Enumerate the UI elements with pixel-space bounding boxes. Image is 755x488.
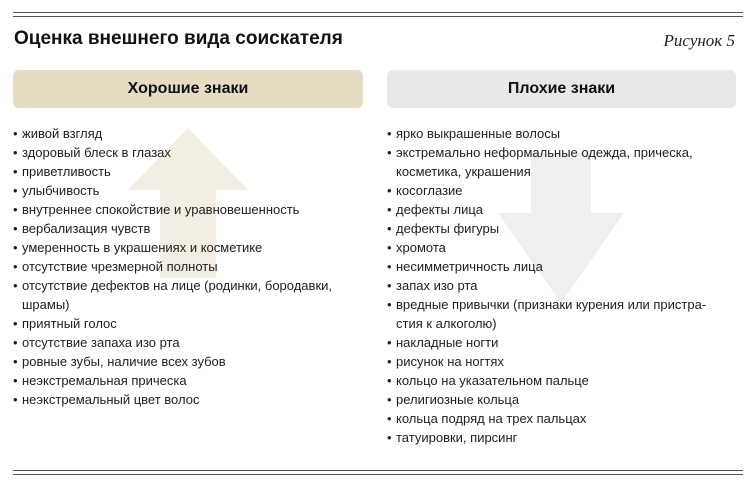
good-sign-item: [13, 238, 373, 257]
bad-sign-item: [387, 371, 742, 390]
bad-sign-item: [387, 257, 742, 276]
bad-sign-text: дефекты фигуры: [396, 221, 500, 236]
good-sign-text: живой взгляд: [22, 126, 103, 141]
bad-sign-text: религиозные кольца: [396, 392, 520, 407]
good-sign-item: [13, 314, 373, 333]
bad-sign-text: ярко выкрашенные волосы: [396, 126, 561, 141]
bad-sign-text: вредные привычки (признаки курения или пристра-: [396, 297, 707, 312]
good-sign-item: [13, 181, 373, 200]
good-sign-item: [13, 162, 373, 181]
bad-sign-item: [387, 295, 742, 333]
good-sign-text: шрамы): [22, 297, 70, 312]
bad-sign-text: запах изо рта: [396, 278, 478, 293]
good-sign-text: отсутствие запаха изо рта: [22, 335, 180, 350]
good-sign-item: [13, 276, 373, 314]
good-sign-text: ровные зубы, наличие всех зубов: [22, 354, 226, 369]
bad-sign-item: [387, 352, 742, 371]
bad-sign-text: дефекты лица: [396, 202, 484, 217]
bad-sign-item: [387, 124, 742, 143]
bad-sign-text: татуировки, пирсинг: [396, 430, 518, 445]
good-sign-item: [13, 200, 373, 219]
good-sign-item: [13, 124, 373, 143]
bad-sign-text: экстремально неформальные одежда, прическа,: [396, 145, 693, 160]
page-title: Оценка внешнего вида соискателя: [14, 28, 343, 49]
good-sign-text: вербализация чувств: [22, 221, 151, 236]
bad-sign-text: хромота: [396, 240, 446, 255]
bad-sign-item: [387, 428, 742, 447]
bad-sign-item: [387, 200, 742, 219]
good-signs-heading: Хорошие знаки: [127, 80, 249, 97]
bad-sign-text: кольцо на указательном пальце: [396, 373, 589, 388]
good-sign-item: [13, 371, 373, 390]
figure-label: Рисунок 5: [663, 31, 735, 50]
good-sign-text: неэкстремальный цвет волос: [22, 392, 200, 407]
good-sign-text: внутреннее спокойствие и уравновешенность: [22, 202, 300, 217]
good-sign-item: [13, 333, 373, 352]
good-sign-text: умеренность в украшениях и косметике: [22, 240, 263, 255]
good-sign-text: приветливость: [22, 164, 111, 179]
good-sign-item: [13, 219, 373, 238]
good-sign-text: здоровый блеск в глазах: [22, 145, 171, 160]
bad-sign-text: стия к алкоголю): [396, 316, 497, 331]
bad-sign-item: [387, 143, 742, 181]
bad-sign-text: косоглазие: [396, 183, 463, 198]
bad-sign-item: [387, 238, 742, 257]
bad-sign-text: рисунок на ногтях: [396, 354, 504, 369]
good-sign-item: [13, 143, 373, 162]
top-rule-inner: [13, 16, 743, 17]
good-sign-text: отсутствие дефектов на лице (родинки, бородавки,: [22, 278, 333, 293]
good-sign-text: отсутствие чрезмерной полноты: [22, 259, 218, 274]
bad-sign-text: кольца подряд на трех пальцах: [396, 411, 587, 426]
good-sign-item: [13, 390, 373, 409]
bad-signs-list: [387, 124, 742, 447]
bad-sign-item: [387, 219, 742, 238]
good-sign-item: [13, 352, 373, 371]
good-sign-text: неэкстремальная прическа: [22, 373, 187, 388]
good-sign-text: приятный голос: [22, 316, 117, 331]
top-rule: [13, 12, 743, 13]
good-signs-list: [13, 124, 373, 409]
bad-sign-item: [387, 276, 742, 295]
bad-sign-text: косметика, украшения: [396, 164, 531, 179]
good-sign-item: [13, 257, 373, 276]
bad-sign-item: [387, 181, 742, 200]
bad-sign-text: несимметричность лица: [396, 259, 543, 274]
good-signs-header: [13, 70, 363, 108]
bad-signs-heading: Плохие знаки: [507, 80, 616, 97]
bad-sign-item: [387, 333, 742, 352]
bottom-rule: [13, 470, 743, 471]
bad-sign-text: накладные ногти: [396, 335, 499, 350]
good-sign-text: улыбчивость: [22, 183, 100, 198]
bad-sign-item: [387, 390, 742, 409]
bottom-rule-inner: [13, 474, 743, 475]
bad-signs-header: [387, 70, 736, 108]
bad-sign-item: [387, 409, 742, 428]
